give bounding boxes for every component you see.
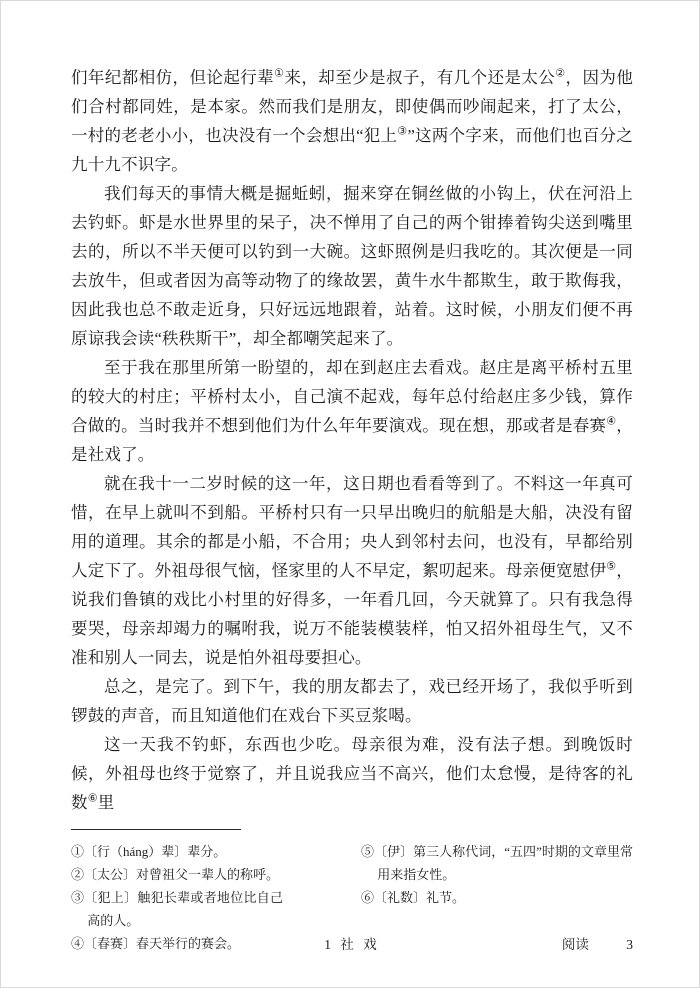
footnote-6: ⑥〔礼数〕礼节。	[361, 890, 466, 905]
paragraph-6: 这一天我不钓虾，东西也少吃。母亲很为难，没有法子想。到晚饭时候，外祖母也终于觉察了，并且说我应当不高兴，他们太怠慢，是待客的礼数⑥里	[71, 735, 633, 812]
footnote-2: ②〔太公〕对曾祖父一辈人的称呼。	[71, 867, 280, 882]
paragraph-2: 我们每天的事情大概是掘蚯蚓，掘来穿在铜丝做的小钩上，伏在河沿上去钓虾。虾是水世界里的呆子，决不惮用了自己的两个钳捧着钩尖送到嘴里去的，所以不半天便可以钓到一大碗。这虾照例是归我吃的。其次便是一同去放牛，但或者因为高等动物了的缘故罢，黄牛水牛都欺生，敢于欺侮我，因此我也总不敢走近身，只好远远地跟着，站着。这时候，小朋友们便不再原谅我会读“秩秩斯干”，却全都嘲笑起来了。	[71, 184, 633, 348]
footnote-4: ④〔春赛〕春天举行的赛会。	[71, 936, 241, 951]
footnote-divider	[71, 829, 241, 830]
footnote-1: ①〔行（háng）辈〕辈分。	[71, 844, 227, 859]
paragraph-4: 就在我十一二岁时候的这一年，这日期也看看等到了。不料这一年真可惜，在早上就叫不到船。平桥村只有一只早出晚归的航船是大船，决没有留用的道理。其余的都是小船，不合用；央人到邻村去问，也没有，早都给别人定下了。外祖母很气恼，怪家里的人不早定，絮叨起来。母亲便宽慰伊⑤，说我们鲁镇的戏比小村里的好得多，一年看几回，今天就算了。只有我急得要哭，母亲却竭力的嘱咐我，说万不能装模装样，怕又招外祖母生气，又不准和别人一同去，说是怕外祖母要担心。	[71, 474, 633, 667]
paragraph-1: 们年纪都相仿，但论起行辈①来，却至少是叔子，有几个还是太公②，因为他们合村都同姓，是本家。然而我们是朋友，即使偶而吵闹起来，打了太公，一村的老老小小，也决没有一个会想出“犯上③”这两个字来，而他们也百分之九十九不识字。	[71, 67, 634, 174]
main-text	[71, 63, 633, 817]
page-number: 3	[626, 937, 633, 952]
footnote-5: ⑤〔伊〕第三人称代词，“五四”时期的文章里常用来指女性。	[361, 844, 633, 882]
lesson-label: 1 社 戏	[324, 937, 380, 952]
footer-right-group	[562, 933, 633, 953]
section-label: 阅读	[561, 937, 589, 952]
paragraph-5: 总之，是完了。到下午，我的朋友都去了，戏已经开场了，我似乎听到锣鼓的声音，而且知道他们在戏台下买豆浆喝。	[71, 677, 633, 725]
paragraph-3: 至于我在那里所第一盼望的，却在到赵庄去看戏。赵庄是离平桥村五里的较大的村庄；平桥村太小，自己演不起戏，每年总付给赵庄多少钱，算作合做的。当时我并不想到他们为什么年年要演戏。现在想，那或者是春赛④，是社戏了。	[71, 358, 633, 464]
page-footer	[71, 933, 633, 951]
footnote-3: ③〔犯上〕触犯长辈或者地位比自己高的人。	[71, 890, 283, 928]
